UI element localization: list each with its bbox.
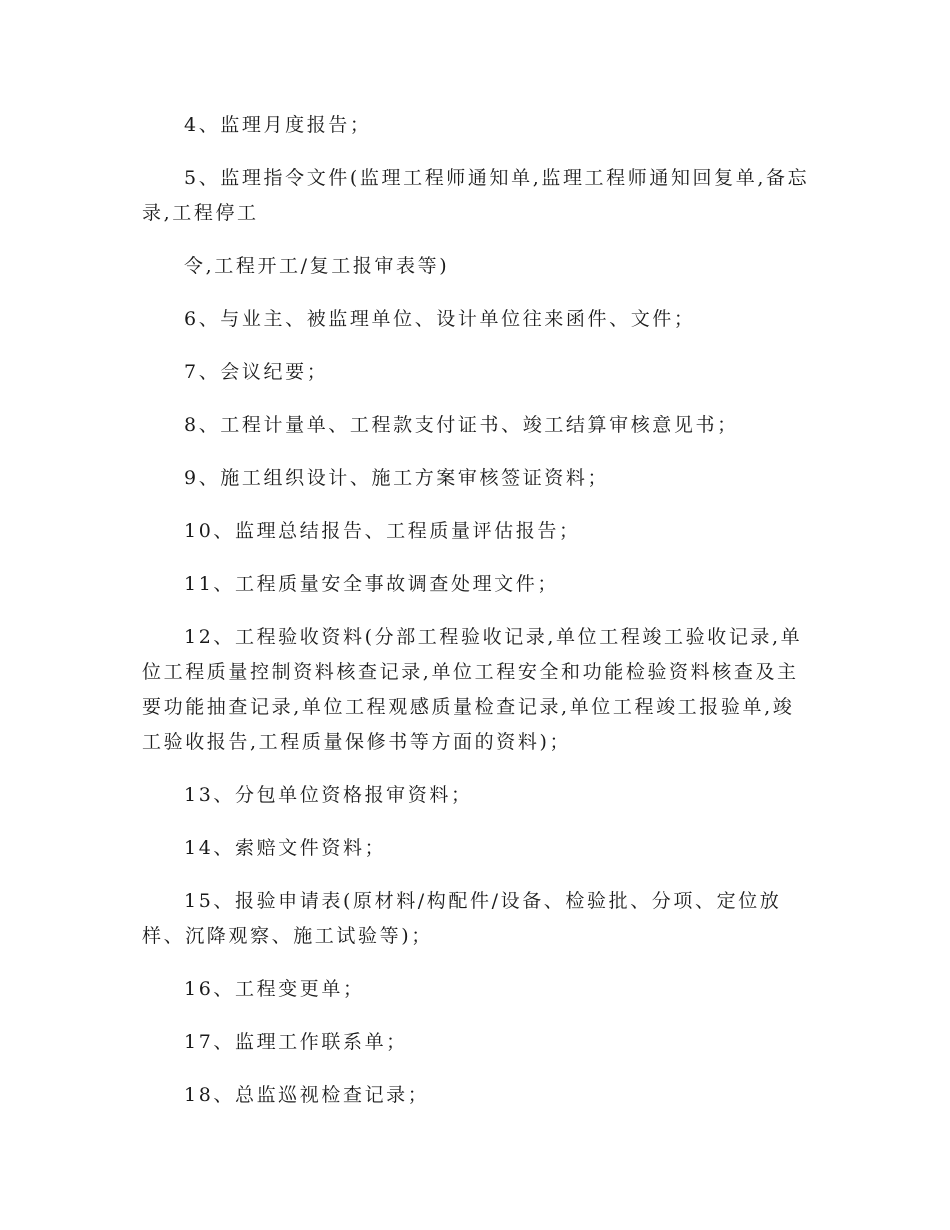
- list-item: 8、工程计量单、工程款支付证书、竣工结算审核意见书；: [184, 414, 739, 436]
- list-item: 18、总监巡视检查记录；: [184, 1084, 430, 1106]
- list-item: 12、工程验收资料(分部工程验收记录,单位工程竣工验收记录,单位工程质量控制资料核查记录,单位工程安全和功能检验资料核查及主要功能抽查记录,单位工程观感质量检查记录,单位工程竣工报验单,竣工验收报告,工程质量保修书等方面的资料)；: [142, 626, 803, 753]
- list-item: 10、监理总结报告、工程质量评估报告；: [184, 520, 581, 542]
- list-item: 9、施工组织设计、施工方案审核签证资料；: [184, 467, 610, 489]
- list-item: 14、索赔文件资料；: [184, 837, 387, 859]
- list-item: 7、会议纪要；: [184, 361, 329, 383]
- list-item: 5、监理指令文件(监理工程师通知单,监理工程师通知回复单,备忘录,工程停工: [142, 167, 810, 224]
- document-body: [142, 108, 812, 1131]
- list-item: 令,工程开工/复工报审表等): [184, 255, 450, 277]
- list-item: 4、监理月度报告；: [184, 114, 372, 136]
- list-item: 13、分包单位资格报审资料；: [184, 784, 473, 806]
- list-item: 15、报验申请表(原材料/构配件/设备、检验批、分项、定位放样、沉降观察、施工试验等)；: [142, 890, 782, 947]
- list-item: 11、工程质量安全事故调查处理文件；: [184, 573, 559, 595]
- list-item: 6、与业主、被监理单位、设计单位往来函件、文件；: [184, 308, 696, 330]
- list-item: 17、监理工作联系单；: [184, 1031, 408, 1053]
- list-item: 16、工程变更单；: [184, 978, 365, 1000]
